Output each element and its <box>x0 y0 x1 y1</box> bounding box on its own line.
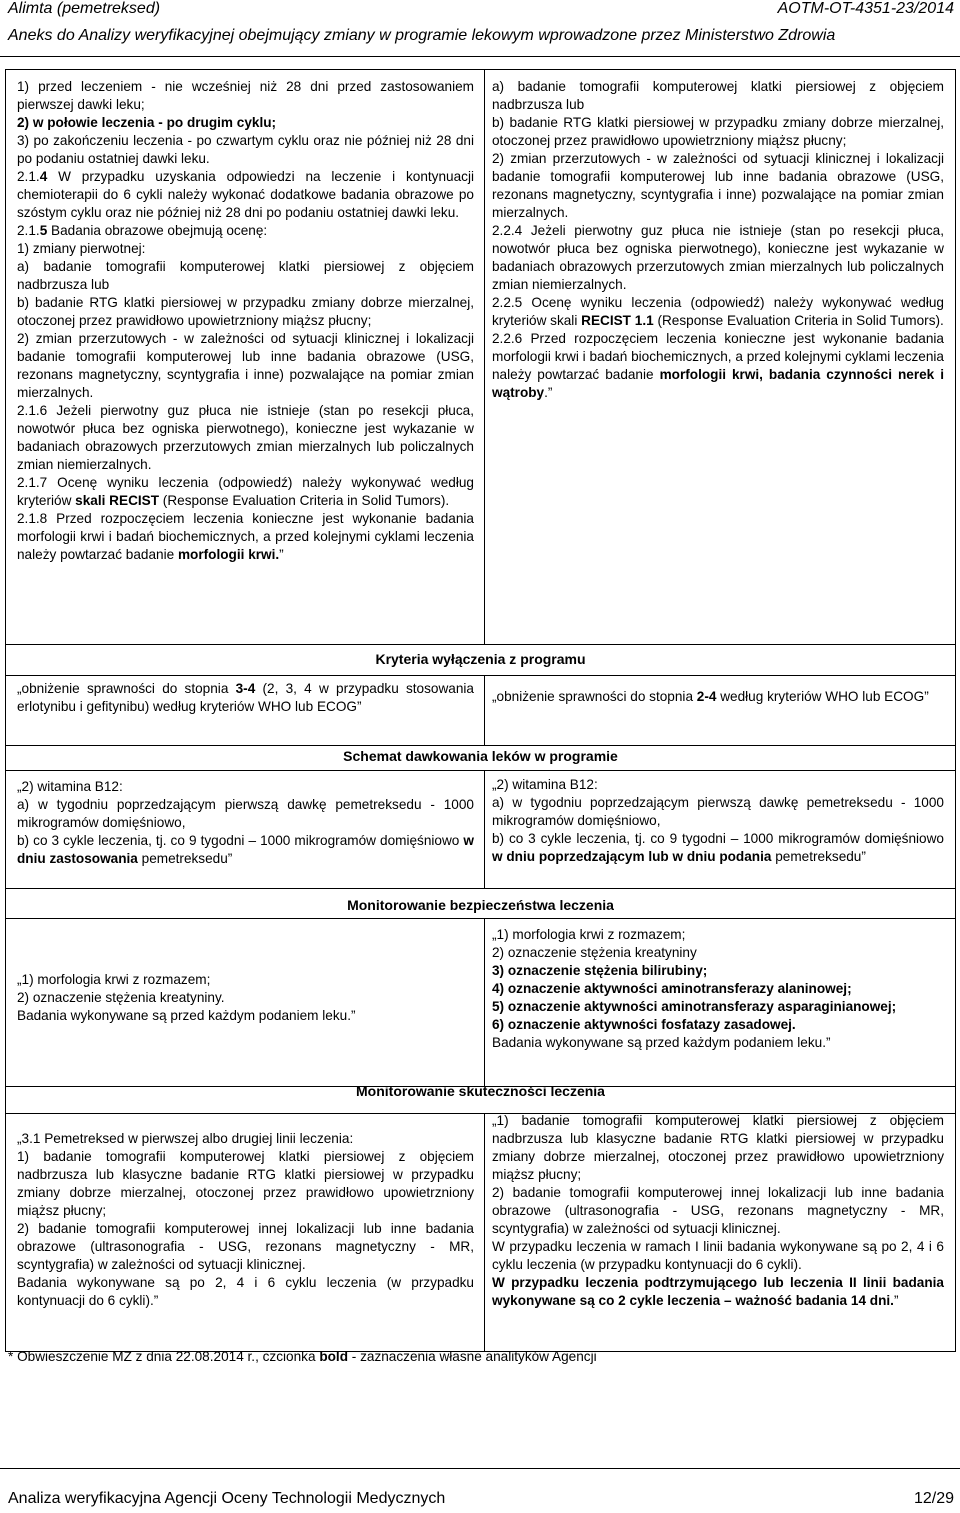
text: 2.1. <box>17 223 40 238</box>
paragraph <box>17 330 474 402</box>
paragraph <box>492 1034 944 1052</box>
text: 2.2.4 Jeżeli pierwotny guz płuca nie istnieje (stan po resekcji płuca, nowotwór płuca bez ogniska pierwotnego), konieczne jest wykazanie w badaniach obrazowych przerzutowych zmian mierzalnych lub policzalnych zmian niemierzalnych. <box>492 223 944 292</box>
header-row-2 <box>8 27 954 45</box>
paragraph <box>492 150 944 222</box>
text: 2.2.6 Przed rozpoczęciem leczenia konieczne jest wykonanie badania morfologii krwi i badań biochemicznych, a przed kolejnymi cyklami leczenia należy powtarzać badanie <box>492 331 944 382</box>
paragraph <box>17 680 474 716</box>
paragraph <box>17 78 474 114</box>
page-number: 12/29 <box>913 1490 954 1507</box>
text: ” <box>893 1293 899 1308</box>
text: 2) oznaczenie stężenia kreatyniny. <box>17 990 225 1005</box>
row-divider <box>6 745 955 746</box>
text: .” <box>544 385 553 400</box>
paragraph <box>492 294 944 330</box>
paragraph <box>17 222 474 240</box>
bold-text: morfologii krwi. <box>177 547 280 562</box>
text: Badania obrazowe obejmują ocenę: <box>47 223 268 238</box>
paragraph <box>492 1016 944 1034</box>
footnote-bold-word: bold <box>319 1349 349 1364</box>
bold-text: W przypadku leczenia podtrzymującego lub leczenia II linii badania wykonywane są co 2 cykle leczenia – ważność badania 14 dni. <box>492 1275 944 1308</box>
paragraph <box>17 294 474 330</box>
text: Badania wykonywane są przed każdym podaniem leku.” <box>17 1008 356 1023</box>
text: W przypadku uzyskania odpowiedzi na leczenie i kontynuacji chemioterapii do 6 cykli należy wykonać dodatkowe badania obrazowe po szóstym cyklu oraz nie później niż 28 dni po podaniu ostatniej dawki leku. <box>17 169 474 220</box>
row-divider <box>6 675 955 676</box>
text: 2) zmian przerzutowych - w zależności od sytuacji klinicznej i lokalizacji badanie tomografii komputerowej lub inne badania obrazowe (USG, rezonans magnetyczny, scyntygrafia i inne) pozwalające na pomiar zmian mierzalnych. <box>492 151 944 220</box>
paragraph <box>17 474 474 510</box>
header-document-code: AOTM-OT-4351-23/2014 <box>777 0 954 17</box>
footnote-text: * Obwieszczenie MZ z dnia 22.08.2014 r., czcionka <box>8 1349 320 1364</box>
paragraph <box>492 1184 944 1238</box>
bold-text: 5 <box>39 223 48 238</box>
paragraph <box>492 998 944 1016</box>
paragraph <box>17 168 474 222</box>
footer-agency-title: Analiza weryfikacyjna Agencji Oceny Technologii Medycznych <box>8 1490 446 1507</box>
paragraph <box>17 971 474 989</box>
header-drug-name: Alimta (pemetreksed) <box>8 0 161 17</box>
column-divider <box>484 770 485 888</box>
comparison-table <box>5 69 956 1352</box>
cell-dosing-right <box>492 776 944 866</box>
paragraph <box>17 114 474 132</box>
row-divider <box>6 770 955 771</box>
bold-text: 4) oznaczenie aktywności aminotransferazy alaninowej; <box>492 981 852 996</box>
cell-exclusion-left <box>17 680 474 716</box>
text: „obniżenie sprawności do stopnia <box>17 681 236 696</box>
paragraph <box>17 132 474 168</box>
cell-efficacy-left <box>17 1130 474 1310</box>
bold-text: morfologii krwi, badania czynności nerek i wątroby <box>492 367 944 400</box>
paragraph <box>492 926 944 944</box>
cell-top-left <box>17 78 474 564</box>
bold-text: 3-4 <box>235 681 256 696</box>
header-divider <box>0 56 960 57</box>
column-divider <box>484 1113 485 1351</box>
text: b) badanie RTG klatki piersiowej w przypadku zmiany dobrze mierzalnej, otoczonej przez prawidłowo upowietrzniony miąższ płucny; <box>17 295 474 328</box>
paragraph <box>17 1220 474 1274</box>
cell-dosing-left <box>17 778 474 868</box>
column-divider <box>484 918 485 1086</box>
text: „3.1 Pemetreksed w pierwszej albo drugiej linii leczenia: <box>17 1131 354 1146</box>
text: Badania wykonywane są po 2, 4 i 6 cyklu leczenia (w przypadku kontynuacji do 6 cykli).” <box>17 1275 474 1308</box>
paragraph <box>492 78 944 114</box>
text: „obniżenie sprawności do stopnia <box>492 689 697 704</box>
text: 2) oznaczenie stężenia kreatyniny <box>492 945 697 960</box>
column-divider <box>484 70 485 644</box>
bold-text: w dniu zastosowania <box>17 833 474 866</box>
text: 2.1.6 Jeżeli pierwotny guz płuca nie istnieje (stan po resekcji płuca, nowotwór płuca bez ogniska pierwotnego), konieczne jest wykazanie w badaniach obrazowych przerzutowych zmian mierzalnych lub policzalnych zmian niemierzalnych. <box>17 403 474 472</box>
bold-text: skali RECIST <box>75 493 160 508</box>
text: „1) badanie tomografii komputerowej klatki piersiowej z objęciem nadbrzusza lub klasyczne badanie RTG klatki piersiowej w przypadku zmiany dobrze mierzalnej, otoczonej przez prawidłowo upowietrzniony miąższ płucny; <box>492 1113 944 1182</box>
text: według kryteriów WHO lub ECOG” <box>716 689 929 704</box>
paragraph <box>492 1238 944 1274</box>
bold-text: 2-4 <box>696 689 717 704</box>
paragraph <box>492 330 944 402</box>
text: 1) badanie tomografii komputerowej klatki piersiowej z objęciem nadbrzusza lub klasyczne badanie RTG klatki piersiowej w przypadku zmiany dobrze mierzalnej, otoczonej przez prawidłowo upowietrzniony miąższ płucny; <box>17 1149 474 1218</box>
text: 1) zmiany pierwotnej: <box>17 241 146 256</box>
text: ” <box>279 547 284 562</box>
paragraph <box>492 794 944 830</box>
paragraph <box>17 832 474 868</box>
text: pemetreksedu” <box>771 849 866 864</box>
bold-text: 6) oznaczenie aktywności fosfatazy zasadowej. <box>492 1017 796 1032</box>
paragraph <box>17 1274 474 1310</box>
header-row-1 <box>8 0 954 18</box>
paragraph <box>17 402 474 474</box>
section-exclusion-criteria: Kryteria wyłączenia z programu <box>375 651 586 667</box>
text: „1) morfologia krwi z rozmazem; <box>492 927 686 942</box>
paragraph <box>17 1148 474 1220</box>
bold-text: 3) oznaczenie stężenia bilirubiny; <box>492 963 708 978</box>
paragraph <box>492 222 944 294</box>
paragraph <box>17 1130 474 1148</box>
text: 2.1. <box>17 169 40 184</box>
paragraph <box>17 778 474 796</box>
text: „2) witamina B12: <box>492 777 598 792</box>
row-divider <box>6 918 955 919</box>
text: a) badanie tomografii komputerowej klatki piersiowej z objęciem nadbrzusza lub <box>17 259 474 292</box>
text: 2) badanie tomografii komputerowej innej lokalizacji lub inne badania obrazowe (ultrasonografia - USG, rezonans magnetyczny - MR, scyntygrafia) w zależności od sytuacji klinicznej. <box>492 1185 944 1236</box>
section-safety-monitoring: Monitorowanie bezpieczeństwa leczenia <box>347 897 614 913</box>
paragraph <box>492 962 944 980</box>
cell-safety-left <box>17 971 474 1025</box>
paragraph <box>492 776 944 794</box>
paragraph <box>17 510 474 564</box>
text: 3) po zakończeniu leczenia - po czwartym cyklu oraz nie później niż 28 dni po podaniu ostatniej dawki leku. <box>17 133 474 166</box>
paragraph <box>17 1007 474 1025</box>
cell-efficacy-right <box>492 1112 944 1310</box>
paragraph <box>492 944 944 962</box>
text: 2) zmian przerzutowych - w zależności od sytuacji klinicznej i lokalizacji badanie tomografii komputerowej lub inne badania obrazowe (USG, rezonans magnetyczny, scyntygrafia i inne) pozwalające na pomiar zmian mierzalnych. <box>17 331 474 400</box>
text: 1) przed leczeniem - nie wcześniej niż 28 dni przed zastosowaniem pierwszej dawki leku; <box>17 79 474 112</box>
text: W przypadku leczenia w ramach I linii badania wykonywane są po 2, 4 i 6 cyklu leczenia (w przypadku kontynuacji do 6 cykli). <box>492 1239 944 1272</box>
paragraph <box>17 796 474 832</box>
paragraph <box>492 1112 944 1184</box>
text: 2.2.5 Ocenę wyniku leczenia (odpowiedź) należy wykonywać według kryteriów skali <box>492 295 944 328</box>
text: „2) witamina B12: <box>17 779 123 794</box>
bold-text: w dniu poprzedzającym lub w dniu podania <box>492 849 772 864</box>
text: (Response Evaluation Criteria in Solid Tumors). <box>653 313 944 328</box>
footnote <box>8 1348 597 1366</box>
paragraph <box>17 258 474 294</box>
text: b) co 3 cykle leczenia, tj. co 9 tygodni – 1000 mikrogramów domięśniowo <box>492 831 944 846</box>
bold-text: 4 <box>39 169 48 184</box>
text: (Response Evaluation Criteria in Solid Tumors). <box>159 493 450 508</box>
section-efficacy-monitoring: Monitorowanie skuteczności leczenia <box>356 1083 605 1099</box>
cell-safety-right <box>492 926 944 1052</box>
paragraph <box>492 980 944 998</box>
text: Badania wykonywane są przed każdym podaniem leku.” <box>492 1035 831 1050</box>
header-annex-title: Aneks do Analizy weryfikacyjnej obejmujący zmiany w programie lekowym wprowadzone przez Ministerstwo Zdrowia <box>8 27 836 44</box>
paragraph <box>492 830 944 866</box>
text: a) w tygodniu poprzedzającym pierwszą dawkę pemetreksedu - 1000 mikrogramów domięśniowo, <box>492 795 944 828</box>
row-divider <box>6 644 955 645</box>
column-divider <box>484 675 485 745</box>
text: b) badanie RTG klatki piersiowej w przypadku zmiany dobrze mierzalnej, otoczonej przez prawidłowo upowietrzniony miąższ płucny; <box>492 115 944 148</box>
text: pemetreksedu” <box>137 851 233 866</box>
paragraph <box>17 989 474 1007</box>
bold-text: 5) oznaczenie aktywności aminotransferazy asparaginianowej; <box>492 999 897 1014</box>
text: (2, 3, 4 w przypadku stosowania erlotynibu i gefitynibu) według kryteriów WHO lub ECOG” <box>17 681 474 714</box>
text: 2.1.7 Ocenę wyniku leczenia (odpowiedź) należy wykonywać według kryteriów <box>17 475 474 508</box>
paragraph <box>492 114 944 150</box>
text: a) w tygodniu poprzedzającym pierwszą dawkę pemetreksedu - 1000 mikrogramów domięśniowo, <box>17 797 474 830</box>
text: a) badanie tomografii komputerowej klatki piersiowej z objęciem nadbrzusza lub <box>492 79 944 112</box>
text: 2.1.8 Przed rozpoczęciem leczenia konieczne jest wykonanie badania morfologii krwi i badań biochemicznych, a przed kolejnymi cyklami leczenia należy powtarzać badanie <box>17 511 474 562</box>
text: „1) morfologia krwi z rozmazem; <box>17 972 211 987</box>
footnote-text-end: - zaznaczenia własne analityków Agencji <box>348 1349 597 1364</box>
bold-text: 2) w połowie leczenia - po drugim cyklu; <box>17 115 277 130</box>
row-divider <box>6 888 955 889</box>
section-dosing-schedule: Schemat dawkowania leków w programie <box>343 748 618 764</box>
text: b) co 3 cykle leczenia, tj. co 9 tygodni – 1000 mikrogramów domięśniowo <box>17 833 464 848</box>
footer-divider <box>0 1468 960 1469</box>
cell-top-right <box>492 78 944 402</box>
page-footer <box>8 1490 954 1508</box>
paragraph <box>17 240 474 258</box>
bold-text: RECIST 1.1 <box>581 313 654 328</box>
paragraph <box>492 688 944 706</box>
text: 2) badanie tomografii komputerowej innej lokalizacji lub inne badania obrazowe (ultrasonografia - USG, rezonans magnetyczny - MR, scyntygrafia) w zależności od sytuacji klinicznej. <box>17 1221 474 1272</box>
cell-exclusion-right <box>492 688 944 706</box>
paragraph <box>492 1274 944 1310</box>
